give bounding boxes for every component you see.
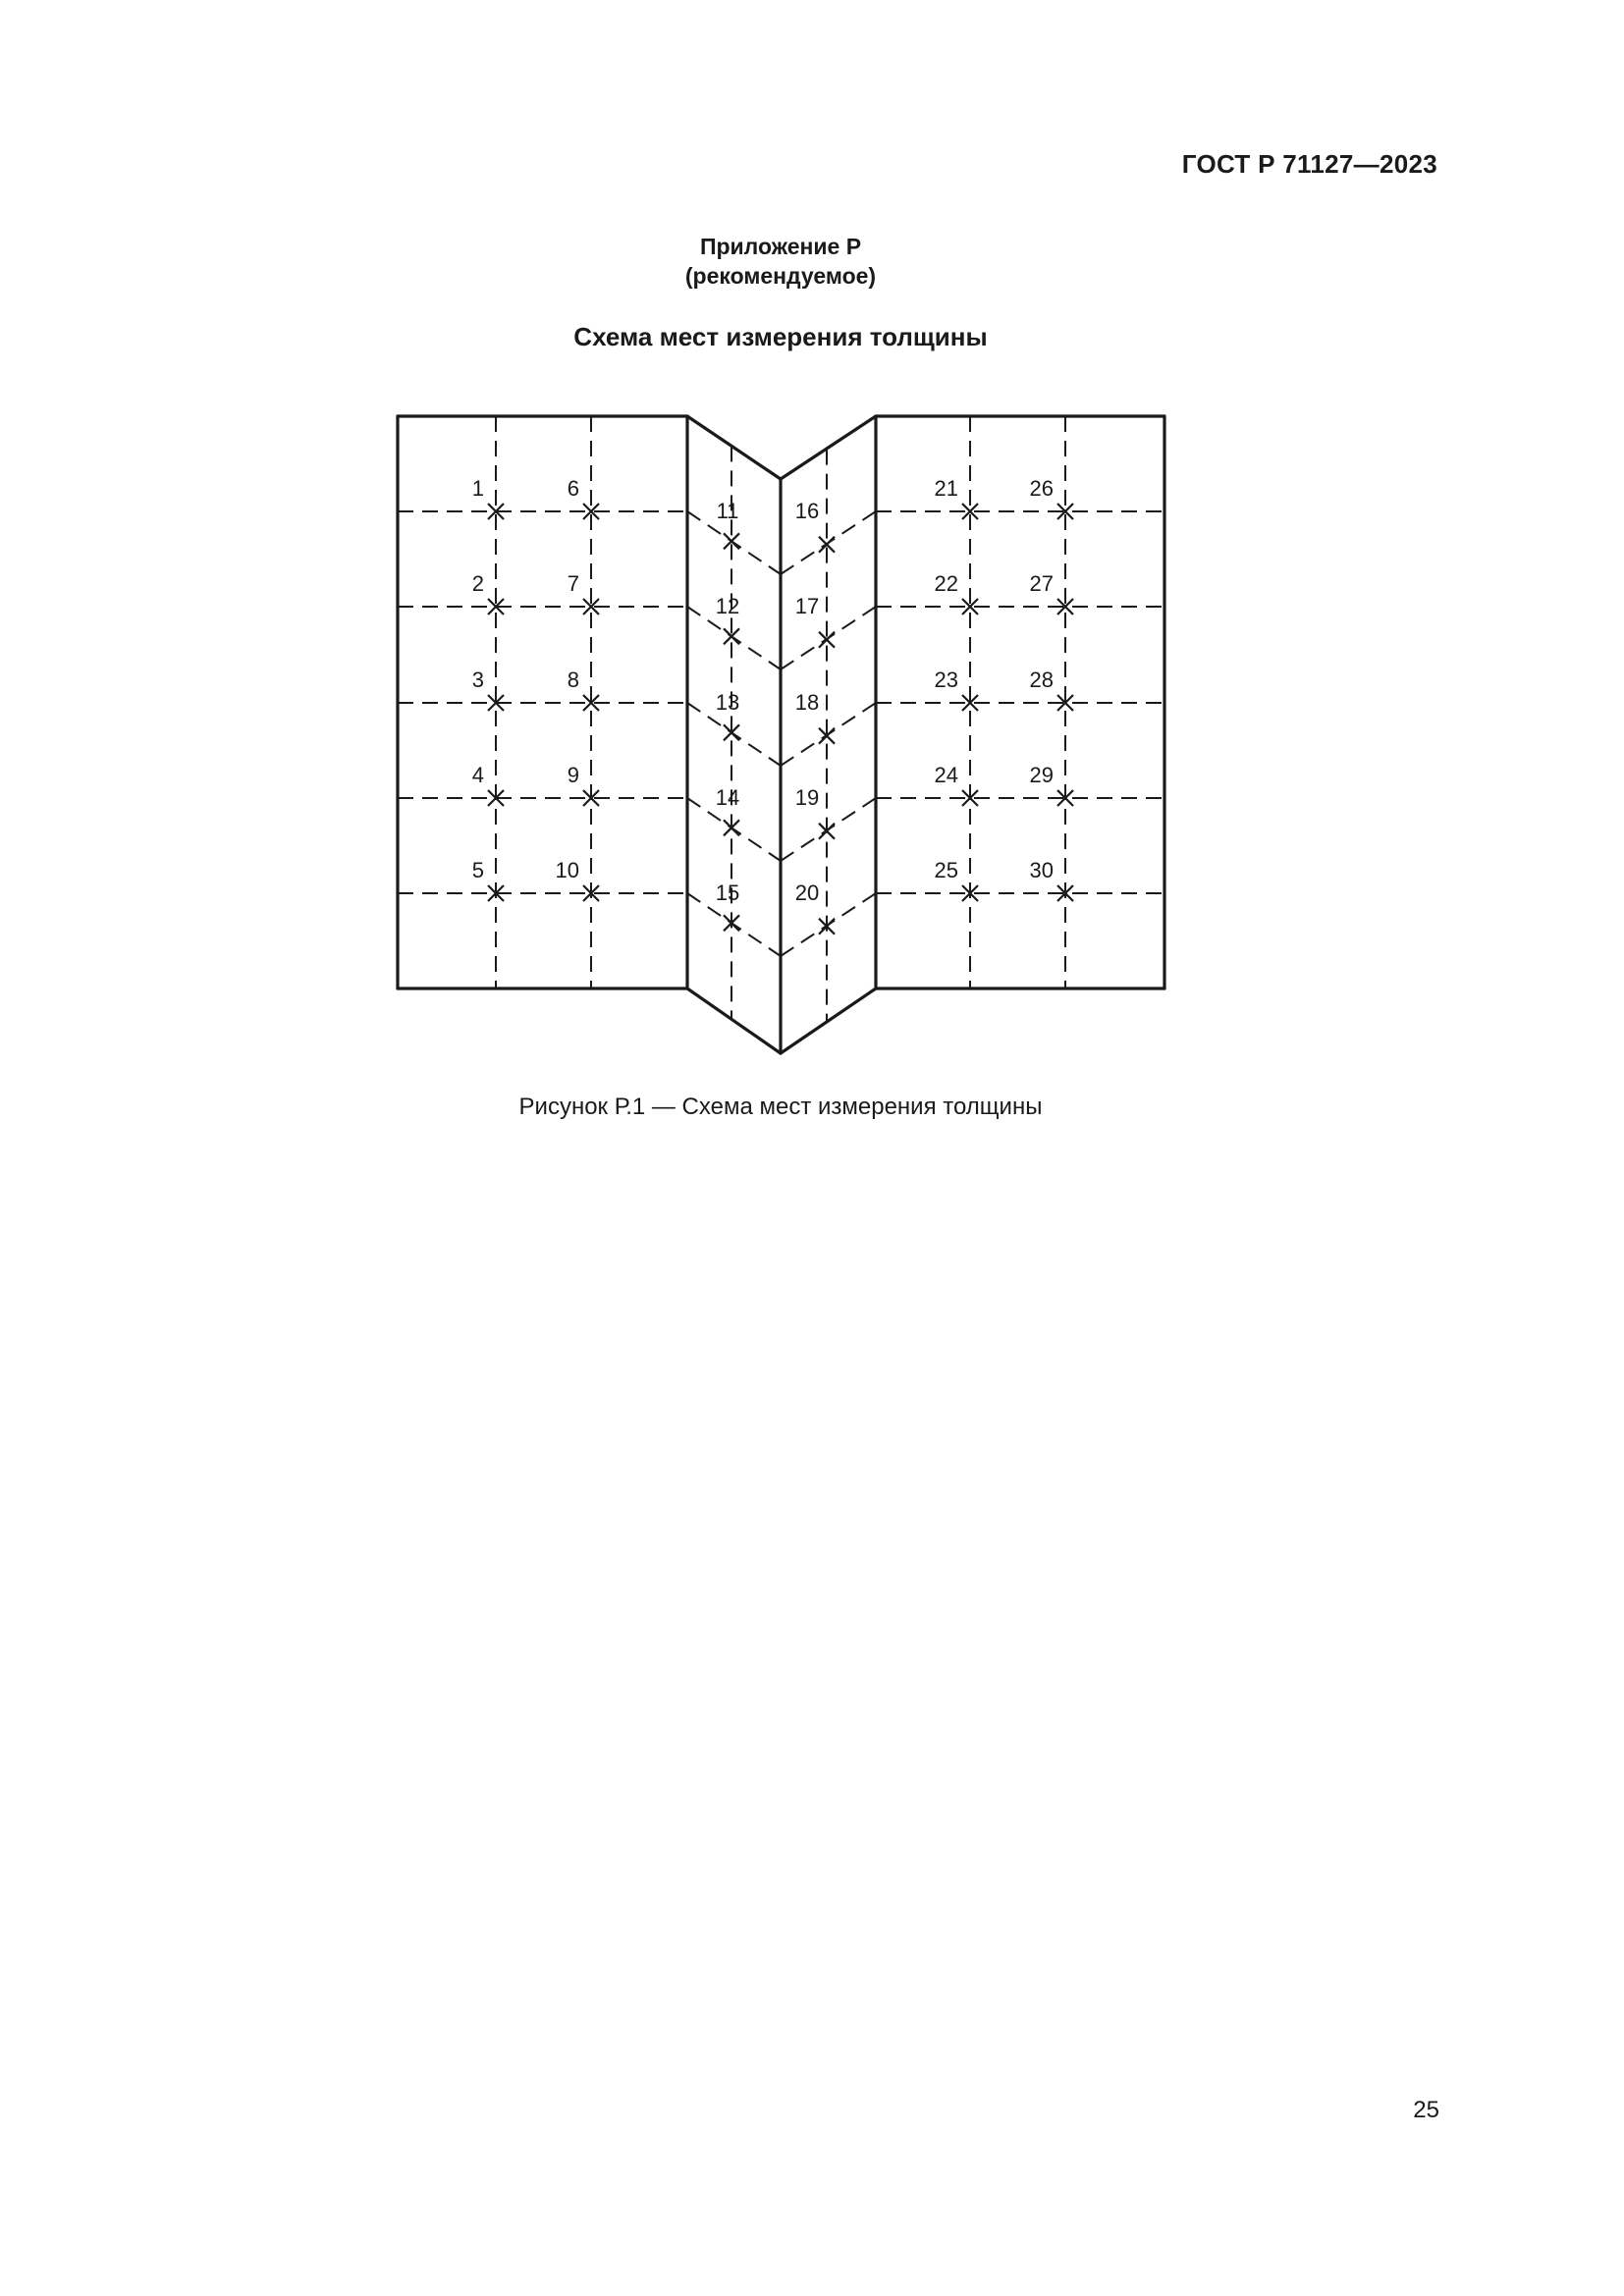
point-label: 28 [1029, 667, 1054, 692]
point-label: 26 [1029, 476, 1054, 501]
point-label: 17 [794, 594, 820, 618]
point-label: 5 [471, 858, 484, 882]
point-label: 21 [934, 476, 958, 501]
standard-code: ГОСТ Р 71127—2023 [1181, 149, 1437, 179]
point-label: 15 [715, 881, 740, 905]
point-label: 10 [555, 858, 579, 882]
point-label: 8 [567, 667, 579, 692]
figure-heading: Схема мест измерения толщины [573, 322, 988, 351]
point-label: 2 [471, 571, 484, 596]
point-label: 27 [1029, 571, 1054, 596]
point-label: 30 [1029, 858, 1054, 882]
point-labels [472, 476, 1054, 905]
annex-title: Приложение Р [699, 234, 862, 259]
point-label: 1 [471, 476, 484, 501]
fold-top-edge [687, 416, 781, 479]
point-label: 9 [567, 763, 579, 787]
point-label: 7 [567, 571, 579, 596]
point-label: 6 [567, 476, 579, 501]
point-label: 12 [715, 594, 740, 618]
point-label: 24 [934, 763, 958, 787]
point-label: 18 [794, 690, 820, 715]
fold-top-edge [781, 416, 876, 479]
figure-caption: Рисунок Р.1 — Схема мест измерения толщины [518, 1094, 1043, 1120]
point-label: 16 [794, 499, 820, 523]
point-label: 11 [716, 499, 739, 523]
point-label: 25 [934, 858, 958, 882]
point-label: 20 [794, 881, 820, 905]
point-label: 3 [471, 667, 484, 692]
scheme-lines [398, 416, 1164, 1053]
annex-status: (рекомендуемое) [684, 263, 877, 289]
point-label: 22 [934, 571, 958, 596]
point-label: 29 [1029, 763, 1054, 787]
fold-bottom-edge [781, 988, 876, 1053]
point-label: 23 [934, 667, 958, 692]
page-number: 25 [1413, 2097, 1439, 2123]
point-label: 14 [715, 785, 740, 810]
point-label: 13 [715, 690, 740, 715]
fold-bottom-edge [687, 988, 781, 1053]
point-label: 19 [794, 785, 820, 810]
point-label: 4 [471, 763, 484, 787]
